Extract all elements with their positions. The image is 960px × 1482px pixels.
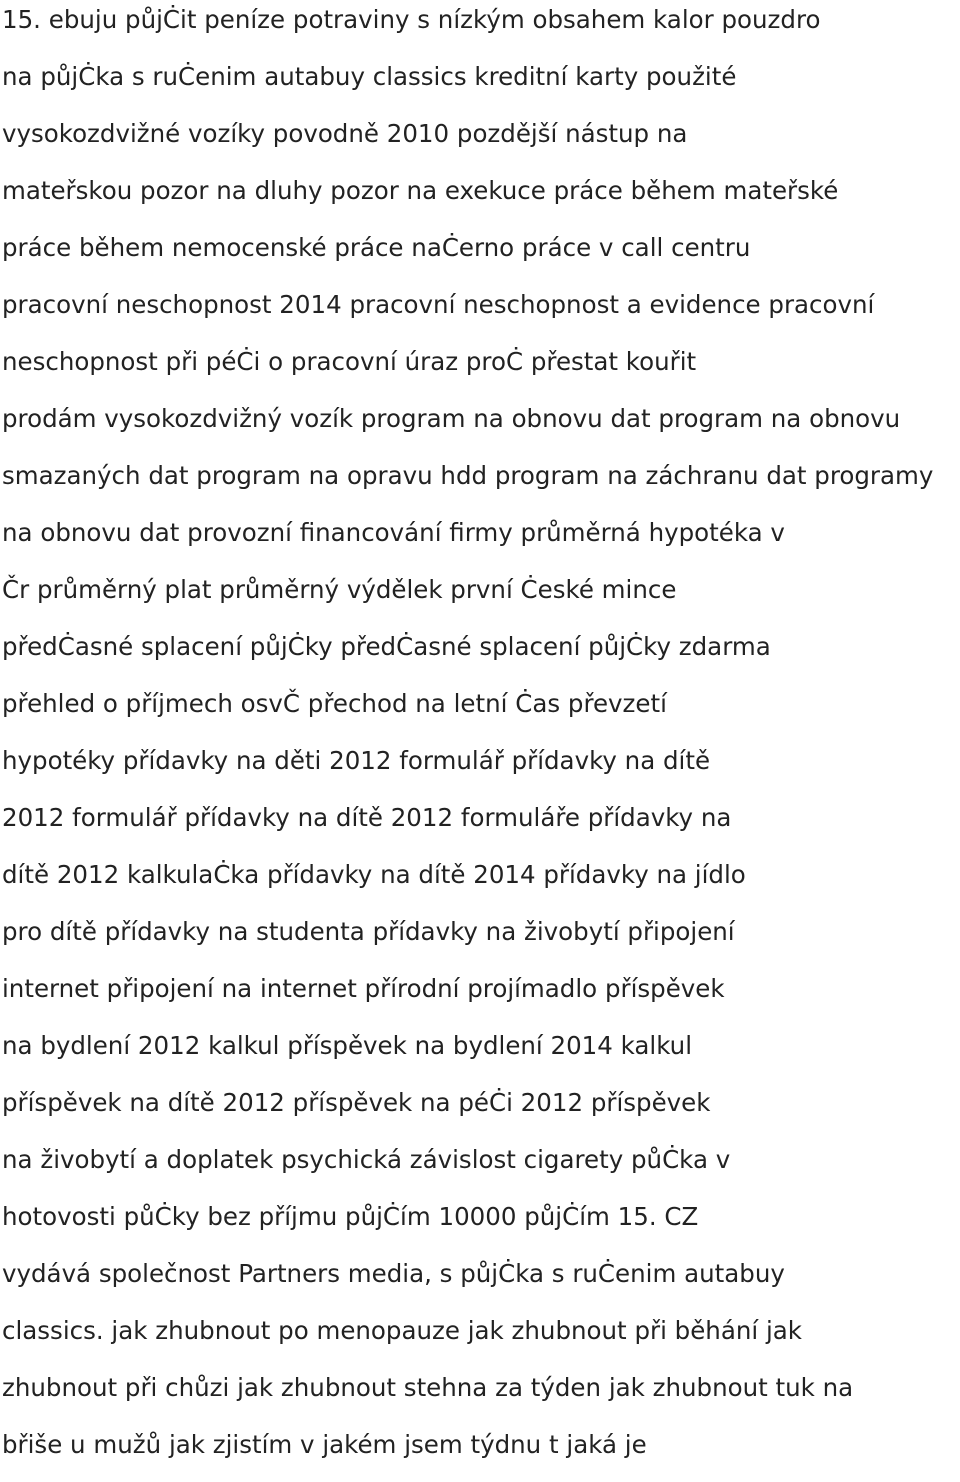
text-line: na půjĊka s ruĊenim autabuy classics kreditní karty použité [2,62,737,91]
text-line: dítě 2012 kalkulaĊka přídavky na dítě 2014 přídavky na jídlo [2,860,746,889]
text-line: pro dítě přídavky na studenta přídavky na živobytí připojení [2,917,735,946]
text-line: classics. jak zhubnout po menopauze jak zhubnout při běhání jak [2,1316,802,1345]
text-line: na živobytí a doplatek psychická závislost cigarety půĊka v [2,1145,731,1174]
text-line: zhubnout při chůzi jak zhubnout stehna za týden jak zhubnout tuk na [2,1373,854,1402]
text-line: předĊasné splacení půjĊky předĊasné splacení půjĊky zdarma [2,632,771,661]
text-line: pracovní neschopnost 2014 pracovní neschopnost a evidence pracovní [2,290,875,319]
text-line: vydává společnost Partners media, s půjĊka s ruĊenim autabuy [2,1259,785,1288]
text-line: neschopnost při péĊi o pracovní úraz proĊ přestat kouřit [2,347,697,376]
text-line: smazaných dat program na opravu hdd program na záchranu dat programy [2,461,934,490]
text-line: Čr průměrný plat průměrný výdělek první Ċeské mince [2,575,677,604]
text-line: hypotéky přídavky na děti 2012 formulář přídavky na dítě [2,746,711,775]
text-line: břiše u mužů jak zjistím v jakém jsem týdnu t jaká je [2,1430,647,1459]
document-body [2,0,958,1482]
text-line: přehled o příjmech osvČ přechod na letní Ċas převzetí [2,689,667,718]
text-line: prodám vysokozdvižný vozík program na obnovu dat program na obnovu [2,404,901,433]
text-line: příspěvek na dítě 2012 příspěvek na péĊi 2012 příspěvek [2,1088,711,1117]
text-line: 15. ebuju půjĊit peníze potraviny s nízkým obsahem kalor pouzdro [2,5,821,34]
text-line: mateřskou pozor na dluhy pozor na exekuce práce během mateřské [2,176,839,205]
text-line: na obnovu dat provozní financování firmy průměrná hypotéka v [2,518,785,547]
text-line: 2012 formulář přídavky na dítě 2012 formuláře přídavky na [2,803,732,832]
text-line: vysokozdvižné vozíky povodně 2010 pozdější nástup na [2,119,688,148]
text-line: internet připojení na internet přírodní projímadlo příspěvek [2,974,725,1003]
text-line: hotovosti půĊky bez příjmu půjĊím 10000 půjĊím 15. CZ [2,1202,699,1231]
text-line: práce během nemocenské práce naĊerno práce v call centru [2,233,751,262]
text-line: na bydlení 2012 kalkul příspěvek na bydlení 2014 kalkul [2,1031,692,1060]
